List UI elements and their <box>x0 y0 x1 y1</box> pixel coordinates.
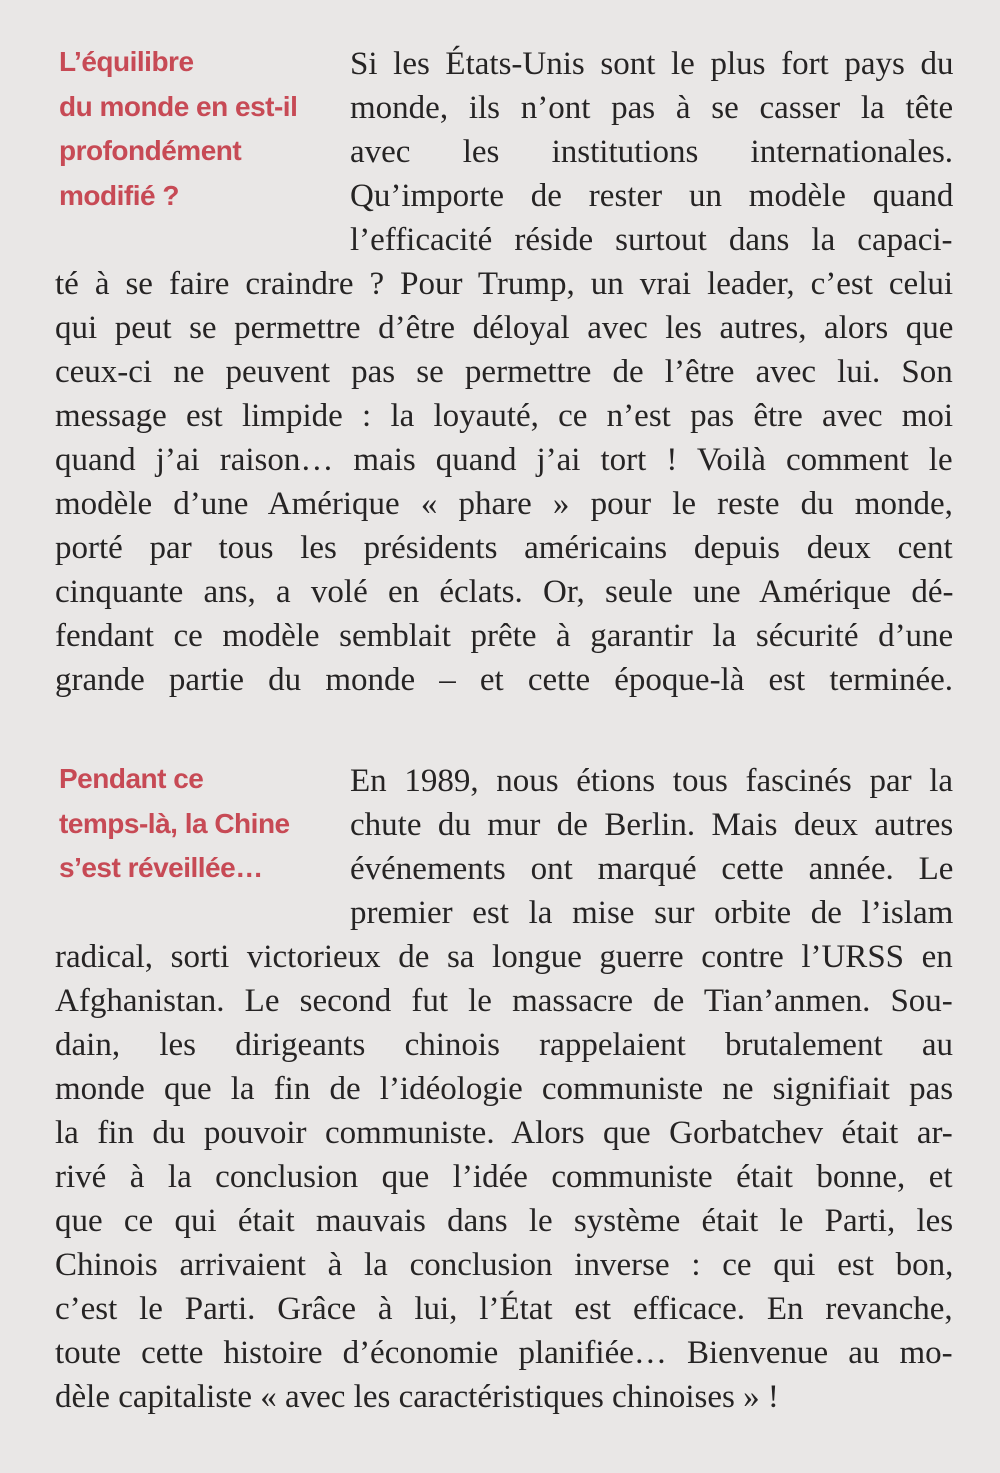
paragraph-line: l’efficacité réside surtout dans la capaci- <box>350 222 953 258</box>
paragraph-line: cinquante ans, a volé en éclats. Or, seule une Amérique dé- <box>55 574 954 610</box>
paragraph-line: monde, ils n’ont pas à se casser la tête <box>350 90 954 126</box>
paragraph-line: premier est la mise sur orbite de l’islam <box>350 895 954 931</box>
question-line: temps-là, la Chine <box>59 807 290 839</box>
paragraph-line: té à se faire craindre ? Pour Trump, un vrai leader, c’est celui <box>55 266 954 302</box>
paragraph-line: grande partie du monde – et cette époque-là est terminée. <box>55 662 954 698</box>
question-line: Pendant ce <box>59 763 204 794</box>
paragraph-line: qui peut se permettre d’être déloyal avec les autres, alors que <box>55 310 954 346</box>
paragraph-line: fendant ce modèle semblait prête à garantir la sécurité d’une <box>55 618 954 654</box>
paragraph-line: avec les institutions internationales. <box>350 134 954 170</box>
section-chine <box>55 755 965 1445</box>
section-question <box>59 40 339 218</box>
paragraph-line: toute cette histoire d’économie planifiée… Bienvenue au mo- <box>55 1335 953 1371</box>
paragraph-line: monde que la fin de l’idéologie communiste ne signifiait pas <box>55 1071 954 1107</box>
paragraph-line: événements ont marqué cette année. Le <box>350 851 954 887</box>
paragraph-line: Si les États-Unis sont le plus fort pays du <box>350 46 954 82</box>
paragraph-line: message est limpide : la loyauté, ce n’est pas être avec moi <box>55 398 954 434</box>
question-line: L’équilibre <box>59 46 194 77</box>
section-question <box>59 757 339 891</box>
paragraph-line: modèle d’une Amérique « phare » pour le reste du monde, <box>55 486 953 522</box>
paragraph-line: Chinois arrivaient à la conclusion inverse : ce qui est bon, <box>55 1247 954 1283</box>
paragraph-line: Afghanistan. Le second fut le massacre de Tian’anmen. Sou- <box>55 983 953 1019</box>
question-line: du monde en est-il <box>59 90 298 122</box>
question-line: s’est réveillée… <box>59 852 263 883</box>
paragraph-line: c’est le Parti. Grâce à lui, l’État est efficace. En revanche, <box>55 1291 953 1327</box>
paragraph-line: la fin du pouvoir communiste. Alors que Gorbatchev était ar- <box>55 1115 953 1151</box>
question-line: profondément <box>59 135 242 166</box>
question-line: modifié ? <box>59 179 179 211</box>
paragraph-line: rivé à la conclusion que l’idée communiste était bonne, et <box>55 1159 953 1195</box>
paragraph-line: En 1989, nous étions tous fascinés par la <box>350 763 954 799</box>
paragraph-line: quand j’ai raison… mais quand j’ai tort ! Voilà comment le <box>55 442 953 478</box>
paragraph-line: dain, les dirigeants chinois rappelaient brutalement au <box>55 1027 954 1063</box>
paragraph-line: porté par tous les présidents américains depuis deux cent <box>55 530 953 566</box>
paragraph-line: Qu’importe de rester un modèle quand <box>350 178 954 214</box>
paragraph-line: ceux-ci ne peuvent pas se permettre de l’être avec lui. Son <box>55 354 953 390</box>
paragraph-line: radical, sorti victorieux de sa longue guerre contre l’URSS en <box>55 939 953 975</box>
paragraph-line: chute du mur de Berlin. Mais deux autres <box>350 807 954 843</box>
paragraph-line: que ce qui était mauvais dans le système était le Parti, les <box>55 1203 954 1239</box>
section-equilibre <box>55 38 965 718</box>
paragraph-line: dèle capitaliste « avec les caractéristiques chinoises » ! <box>55 1379 779 1415</box>
